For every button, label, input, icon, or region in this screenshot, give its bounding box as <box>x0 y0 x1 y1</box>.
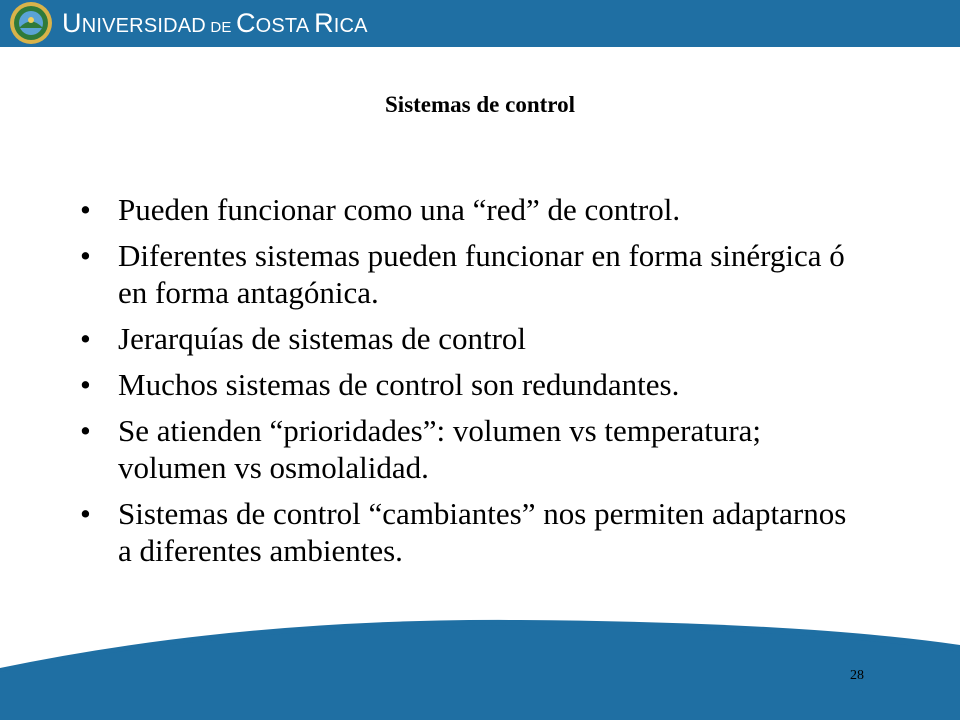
slide-title: Sistemas de control <box>385 92 575 117</box>
bullet-list <box>80 191 860 578</box>
page-number: 28 <box>850 668 864 683</box>
footer-wave <box>0 600 960 720</box>
university-seal-icon <box>9 1 53 45</box>
bullet-item: • Diferentes sistemas pueden funcionar en forma sinérgica ó en forma antagónica. <box>80 238 845 310</box>
bullet-item: • Muchos sistemas de control son redundantes. <box>80 367 680 402</box>
university-name: UNIVERSIDAD DE COSTA RICA <box>62 8 368 38</box>
bullet-item: • Sistemas de control “cambiantes” nos permiten adaptarnos a diferentes ambientes. <box>80 496 847 568</box>
bullet-item: • Jerarquías de sistemas de control <box>80 321 527 356</box>
bullet-item: • Se atienden “prioridades”: volumen vs temperatura; volumen vs osmolalidad. <box>80 413 762 485</box>
header-bar <box>0 0 960 47</box>
bullet-item: • Pueden funcionar como una “red” de control. <box>80 192 681 227</box>
